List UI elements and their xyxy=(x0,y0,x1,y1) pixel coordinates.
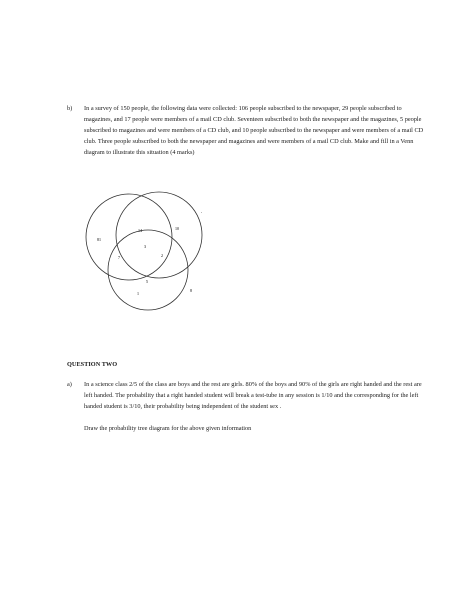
venn-cd-only: 5 xyxy=(146,279,148,284)
venn-magazine-cd: 2 xyxy=(161,253,163,258)
venn-outside: 8 xyxy=(190,288,192,293)
venn-left-only: 81 xyxy=(97,237,101,242)
part-b-label: b) xyxy=(67,105,73,112)
venn-tick-mark: . xyxy=(201,210,203,215)
question-two-text: In a science class 2/5 of the class are boys and the rest are girls. 80% of the boys and 90% of the girls are right handed and the rest are left handed. The probability that a right handed student will break a test-tube in any session is 1/10 and the corresponding for the left handed student is 3/10, their probability being independent of the student sex . xyxy=(84,381,422,411)
cd-club-circle xyxy=(108,230,188,310)
question-two-label: a) xyxy=(67,381,72,388)
question-two-heading: QUESTION TWO xyxy=(67,361,118,368)
part-b-text: In a survey of 150 people, the following data were collected: 106 people subscribed to the newspaper, 29 people subscribed to magazines, and 17 people were members of a mail CD club. Seventeen subscribed to both the newspaper and the magazines, 5 people subscribed to magazines and were members of a CD club, and 10 people subscribed to the newspaper and were members of a mail CD club. Three people subscribed to both the newspaper and magazines and were members of a mail CD club. Make and fill in a Venn diagram to illustrate this situation (4 marks) xyxy=(84,105,424,157)
venn-newspaper-cd: 7 xyxy=(118,255,120,260)
venn-all-three: 3 xyxy=(144,244,146,249)
venn-cd-extra: 1 xyxy=(137,291,139,296)
venn-top-right-only: 10 xyxy=(175,226,179,231)
venn-newspaper-magazine: 14 xyxy=(138,228,142,233)
question-two-block xyxy=(84,379,424,434)
question-two-instruction: Draw the probability tree diagram for the above given information xyxy=(84,425,252,433)
